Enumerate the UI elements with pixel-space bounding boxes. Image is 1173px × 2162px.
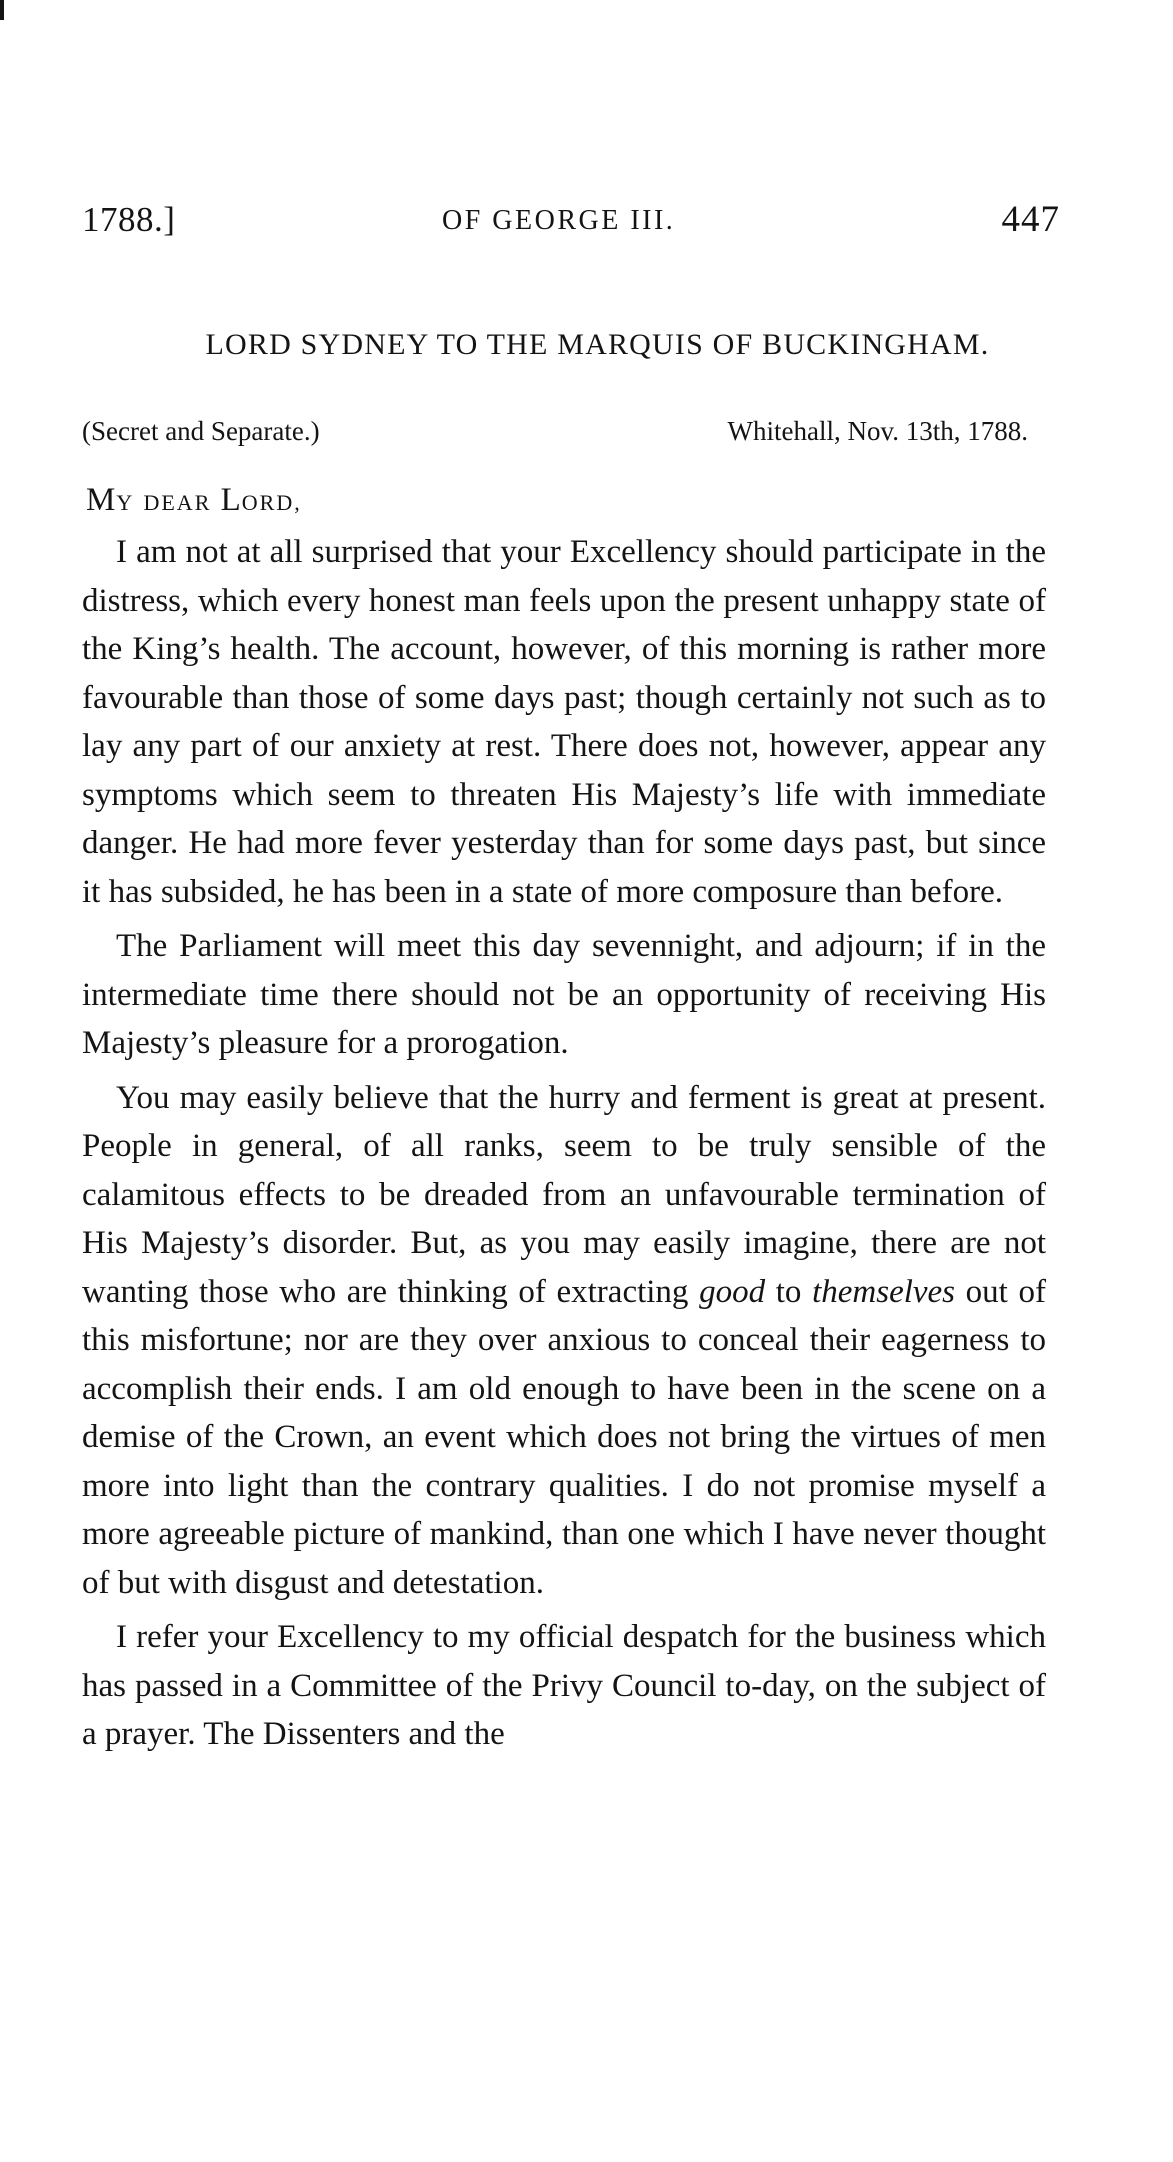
paragraph-1: I am not at all surprised that your Excellency should participate in the distress, which every honest man feels upon the present unhappy state of the King’s health. The account, however, of this morning is rather more favourable than those of some days past; though certainly not such as to lay any part of our anxiety at rest. There does not, however, appear any symptoms which seem to threaten His Majesty’s life with immediate danger. He had more fever yesterday than for some days past, but since it has subsided, he has been in a state of more composure than before. (82, 534, 1046, 910)
salutation-my-initial: M (86, 482, 117, 518)
letter-body (82, 528, 1046, 1759)
salutation (86, 482, 302, 519)
salutation-dear: DEAR (143, 490, 212, 515)
paragraph-3-part-a: You may easily believe that the hurry and ferment is great at present. People in general, of all ranks, seem to be truly sensible of the calamitous effects to be dreaded from an unfavourable termination of His Majesty’s disorder. But, as you may easily imagine, there are not wanting those who are thinking of extracting (82, 1079, 1046, 1310)
running-head-year: 1788.] (82, 200, 176, 239)
salutation-lord-rest: ORD, (241, 490, 302, 515)
paragraph-3 (82, 1074, 1046, 1608)
dateline (82, 416, 1028, 456)
salutation-my-rest: Y (116, 490, 135, 515)
paragraph-4: I refer your Excellency to my official despatch for the business which has passed in a Committee of the Privy Council to-day, on the subject of a prayer. The Dissenters and the (82, 1619, 1046, 1752)
running-head-title: OF GEORGE III. (442, 205, 676, 236)
letter-classification: (Secret and Separate.) (82, 416, 320, 446)
paragraph-3-part-c: out of this misfortune; nor are they over anxious to conceal their eagerness to accomplish their ends. I am old enough to have been in the scene on a demise of the Crown, an event which does not bring the virtues of men more into light than the contrary qualities. I do not promise myself a more agreeable picture of mankind, than one which I have never thought of but with disgust and detestation. (82, 1273, 1046, 1601)
salutation-lord-initial: L (220, 482, 242, 518)
scan-edge-mark (0, 0, 4, 20)
page-number: 447 (1001, 199, 1060, 240)
letter-place-date: Whitehall, Nov. 13th, 1788. (727, 416, 1028, 446)
letter-heading: LORD SYDNEY TO THE MARQUIS OF BUCKINGHAM. (205, 328, 990, 361)
italic-themselves: themselves (812, 1273, 956, 1310)
paragraph-3-part-b: to (765, 1273, 813, 1310)
paragraph-2: The Parliament will meet this day sevennight, and adjourn; if in the intermediate time there should not be an opportunity of receiving His Majesty’s pleasure for a prorogation. (82, 928, 1046, 1061)
italic-good: good (699, 1273, 766, 1310)
running-head (82, 200, 1060, 250)
